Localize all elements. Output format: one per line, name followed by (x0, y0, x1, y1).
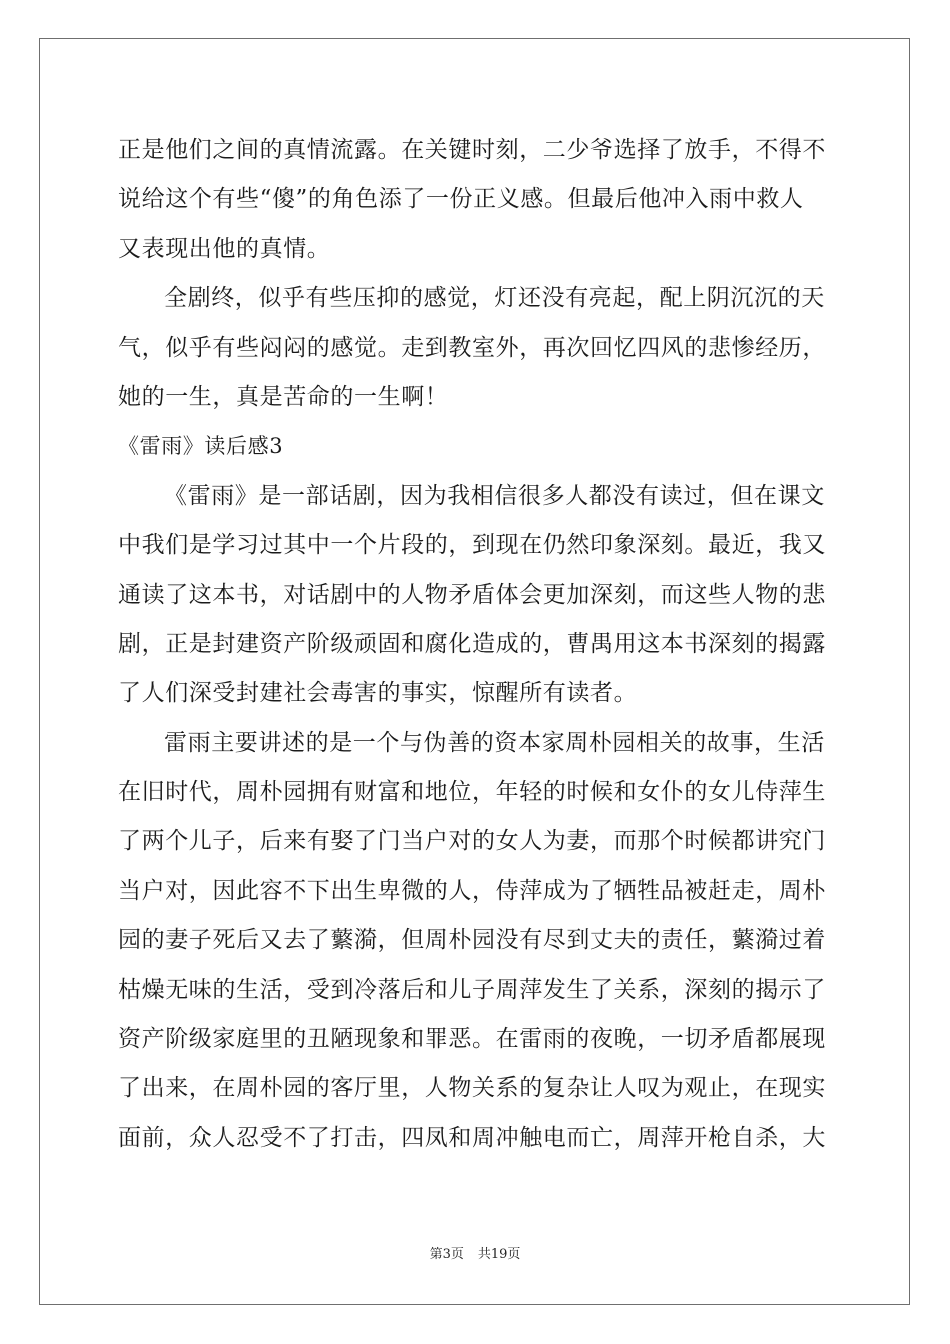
text-line: 当户对，因此容不下出生卑微的人，侍萍成为了牺牲品被赶走，周朴 (118, 877, 826, 904)
text-line: 了出来，在周朴园的客厅里，人物关系的复杂让人叹为观止，在现实 (118, 1075, 826, 1102)
text-line: 气，似乎有些闷闷的感觉。走到教室外，再次回忆四风的悲惨经历， (118, 334, 826, 361)
text-line: 中我们是学习过其中一个片段的，到现在仍然印象深刻。最近，我又 (118, 532, 826, 559)
text-line: 她的一生，真是苦命的一生啊！ (118, 383, 449, 410)
text-line: 在旧时代，周朴园拥有财富和地位，年轻的时候和女仆的女儿侍萍生 (118, 779, 826, 806)
text-line: 《雷雨》是一部话剧，因为我相信很多人都没有读过，但在课文 (164, 482, 825, 509)
text-line: 通读了这本书，对话剧中的人物矛盾体会更加深刻，而这些人物的悲 (118, 581, 826, 608)
text-line: 了人们深受封建社会毒害的事实，惊醒所有读者。 (118, 680, 638, 707)
text-line: 了两个儿子，后来有娶了门当户对的女人为妻，而那个时候都讲究门 (118, 828, 826, 855)
page-footer (0, 1243, 950, 1262)
text-line: 又表现出他的真情。 (118, 235, 331, 262)
document-body (118, 126, 838, 1163)
text-line: 说给这个有些“傻”的角色添了一份正义感。但最后他冲入雨中救人 (118, 186, 804, 213)
text-line: 资产阶级家庭里的丑陋现象和罪恶。在雷雨的夜晚，一切矛盾都展现 (118, 1026, 826, 1053)
text-line: 枯燥无味的生活，受到冷落后和儿子周萍发生了关系，深刻的揭示了 (118, 976, 826, 1003)
text-line: 剧，正是封建资产阶级顽固和腐化造成的，曹禺用这本书深刻的揭露 (118, 630, 826, 657)
page-total: 共19页 (477, 1247, 521, 1262)
text-line: 全剧终，似乎有些压抑的感觉，灯还没有亮起，配上阴沉沉的天 (164, 285, 825, 312)
text-line: 雷雨主要讲述的是一个与伪善的资本家周朴园相关的故事，生活 (164, 729, 825, 756)
section-heading: 《雷雨》读后感3 (118, 434, 284, 459)
text-line: 面前，众人忍受不了打击，四凤和周冲触电而亡，周萍开枪自杀，大 (118, 1124, 826, 1151)
page-number: 第3页 (429, 1247, 464, 1262)
text-line: 正是他们之间的真情流露。在关键时刻，二少爷选择了放手，不得不 (118, 137, 826, 163)
text-line: 园的妻子死后又去了蘩漪，但周朴园没有尽到丈夫的责任，蘩漪过着 (118, 927, 826, 954)
